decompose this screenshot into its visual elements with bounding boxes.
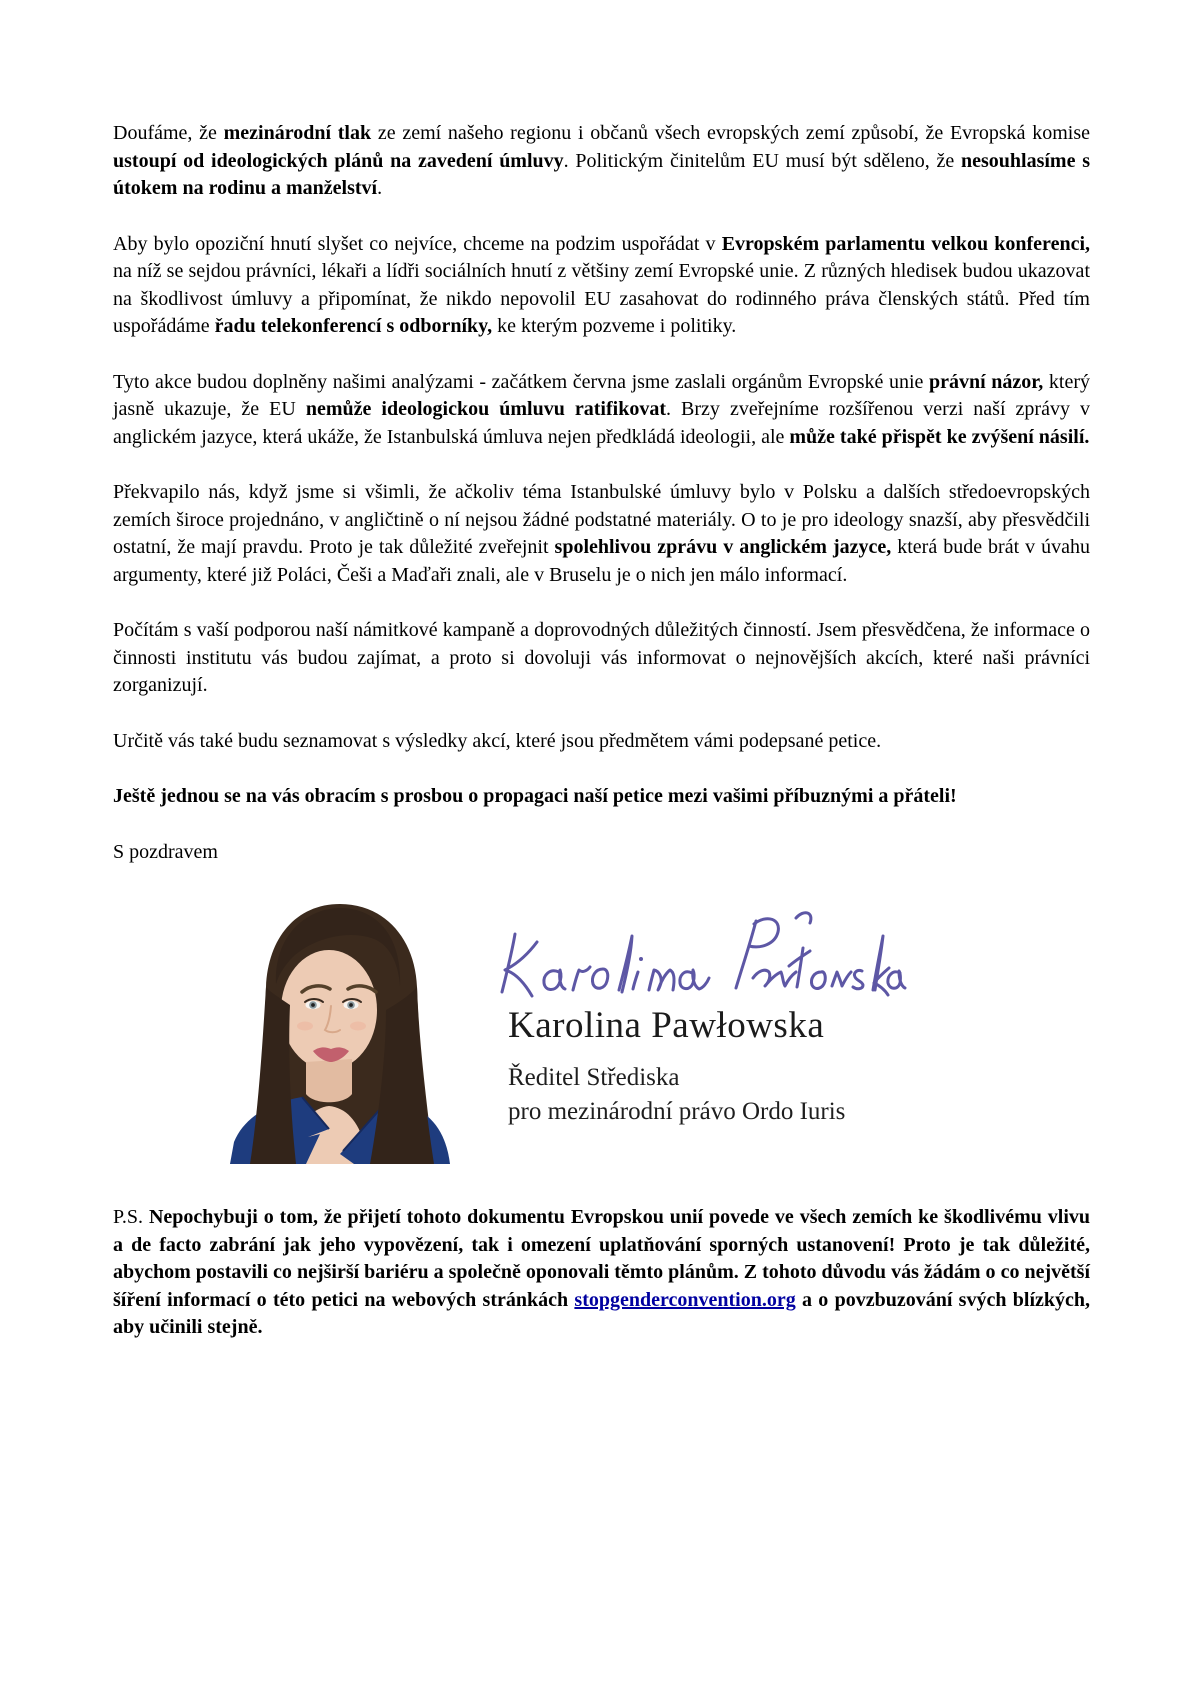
text-run: mezinárodní tlak (223, 122, 372, 144)
petition-link[interactable]: stopgenderconvention.org (574, 1288, 796, 1311)
text-run: . Brzy zveřejníme rozšířenou verzi naší zprávy v anglickém jazyce, která ukáže, že Istanbulská úmluva nejen předkládá ideologii, ale (113, 398, 1091, 448)
paragraph-legal-opinion (113, 369, 1090, 452)
text-run: ke kterým pozveme i politiky. (492, 315, 737, 337)
text-run: Aby bylo opoziční hnutí slyšet co nejvíce, chceme na podzim uspořádat v (113, 232, 722, 255)
text-run: Počítám s vaší podporou naší námitkové kampaně a doprovodných důležitých činností. Jsem přesvědčena, že informace o činnosti institutu vás budou zajímat, a proto si dovoluji vás informovat o nejnovějších akcích, které naši právníci zorganizují. (113, 619, 1090, 696)
postscript-paragraph (113, 1204, 1090, 1342)
text-run: který jasně ukazuje, že EU (113, 370, 1090, 420)
text-run: . Politickým činitelům EU musí být sděleno, že (563, 149, 961, 172)
text-run: Doufáme, že (113, 122, 224, 144)
text-run: ustoupí od ideologických plánů na zavedení úmluvy (113, 149, 564, 172)
text-run: řadu telekonferencí s odborníky, (214, 315, 493, 337)
signatory-title-line2: pro mezinárodní právo Ordo Iuris (508, 1098, 846, 1125)
text-run: Ještě jednou se na vás obracím s prosbou o propagaci naší petice mezi vašimi příbuznými a přáteli! (113, 785, 957, 807)
closing-salutation: S pozdravem (113, 840, 218, 863)
portrait-photo-graphic (212, 892, 467, 1164)
paragraph-support (113, 617, 1090, 700)
paragraph-conference (113, 231, 1090, 341)
text-run: Překvapilo nás, když jsme si všimli, že ačkoliv téma Istanbulské úmluvy bylo v Polsku a dalších středoevropských zemích široce projednáno, v angličtině o ní nejsou žádné podstatné materiály. O to je pro ideology snazší, aby přesvědčili ostatní, že mají pravdu. Proto je tak důležité zveřejnit (113, 481, 1090, 558)
text-run: a o povzbuzování svých blízkých, aby učinili stejně. (113, 1288, 1090, 1338)
text-run: . (377, 177, 383, 199)
text-run: spolehlivou zprávu v anglickém jazyce, (554, 536, 892, 558)
text-run: nesouhlasíme s útokem na rodinu a manželství (113, 149, 1091, 199)
letter-body (113, 120, 1090, 1370)
signatory-photo (212, 892, 467, 1164)
text-run: právní názor, (929, 370, 1044, 393)
paragraph-english-report (113, 479, 1090, 589)
signatory-name: Karolina Pawłowska (508, 1005, 825, 1046)
text-run: může také přispět ke zvýšení násilí. (789, 425, 1090, 448)
text-run: nemůže ideologickou úmluvu ratifikovat (305, 398, 666, 420)
text-run: P.S. (113, 1206, 149, 1228)
signatory-title-line1: Ředitel Střediska (508, 1064, 680, 1091)
paragraph-share-request (113, 783, 1090, 811)
text-run: Určitě vás také budu seznamovat s výsledky akcí, které jsou předmětem vámi podepsané petice. (113, 729, 882, 752)
signature-block (113, 892, 1090, 1164)
text-run: která bude brát v úvahu argumenty, které již Poláci, Češi a Maďaři znali, ale v Bruselu je o nich jen málo informací. (113, 536, 1091, 586)
text-run: Nepochybuji o tom, že přijetí tohoto dokumentu Evropskou unií povede ve všech zemích ke škodlivému vlivu a de facto zabrání jak jeho vypovězení, tak i omezení uplatňování sporných ustanovení! Proto je tak důležité, abychom postavili co nejširší bariéru a společně oponovali těmto plánům. Z tohoto důvodu vás žádám o co největší šíření informací o této petici na webových stránkách (113, 1206, 1090, 1311)
text-run: Evropském parlamentu velkou konferenci, (721, 232, 1090, 255)
paragraph-international-pressure (113, 120, 1090, 203)
text-run: na níž se sejdou právníci, lékaři a lídři sociálních hnutí z většiny zemí Evropské unie. Z různých hledisek budou ukazovat na škodlivost úmluvy a připomínat, že nikdo nepovolil EU zasahovat do rodinného práva členských států. Před tím uspořádáme (113, 260, 1090, 337)
paragraph-petition-results (113, 728, 1090, 756)
text-run: ze zemí našeho regionu i občanů všech evropských zemí způsobí, že Evropská komise (371, 122, 1090, 144)
text-run: Tyto akce budou doplněny našimi analýzami - začátkem června jsme zaslali orgánům Evropské unie (113, 370, 930, 393)
handwritten-signature (491, 906, 911, 1016)
